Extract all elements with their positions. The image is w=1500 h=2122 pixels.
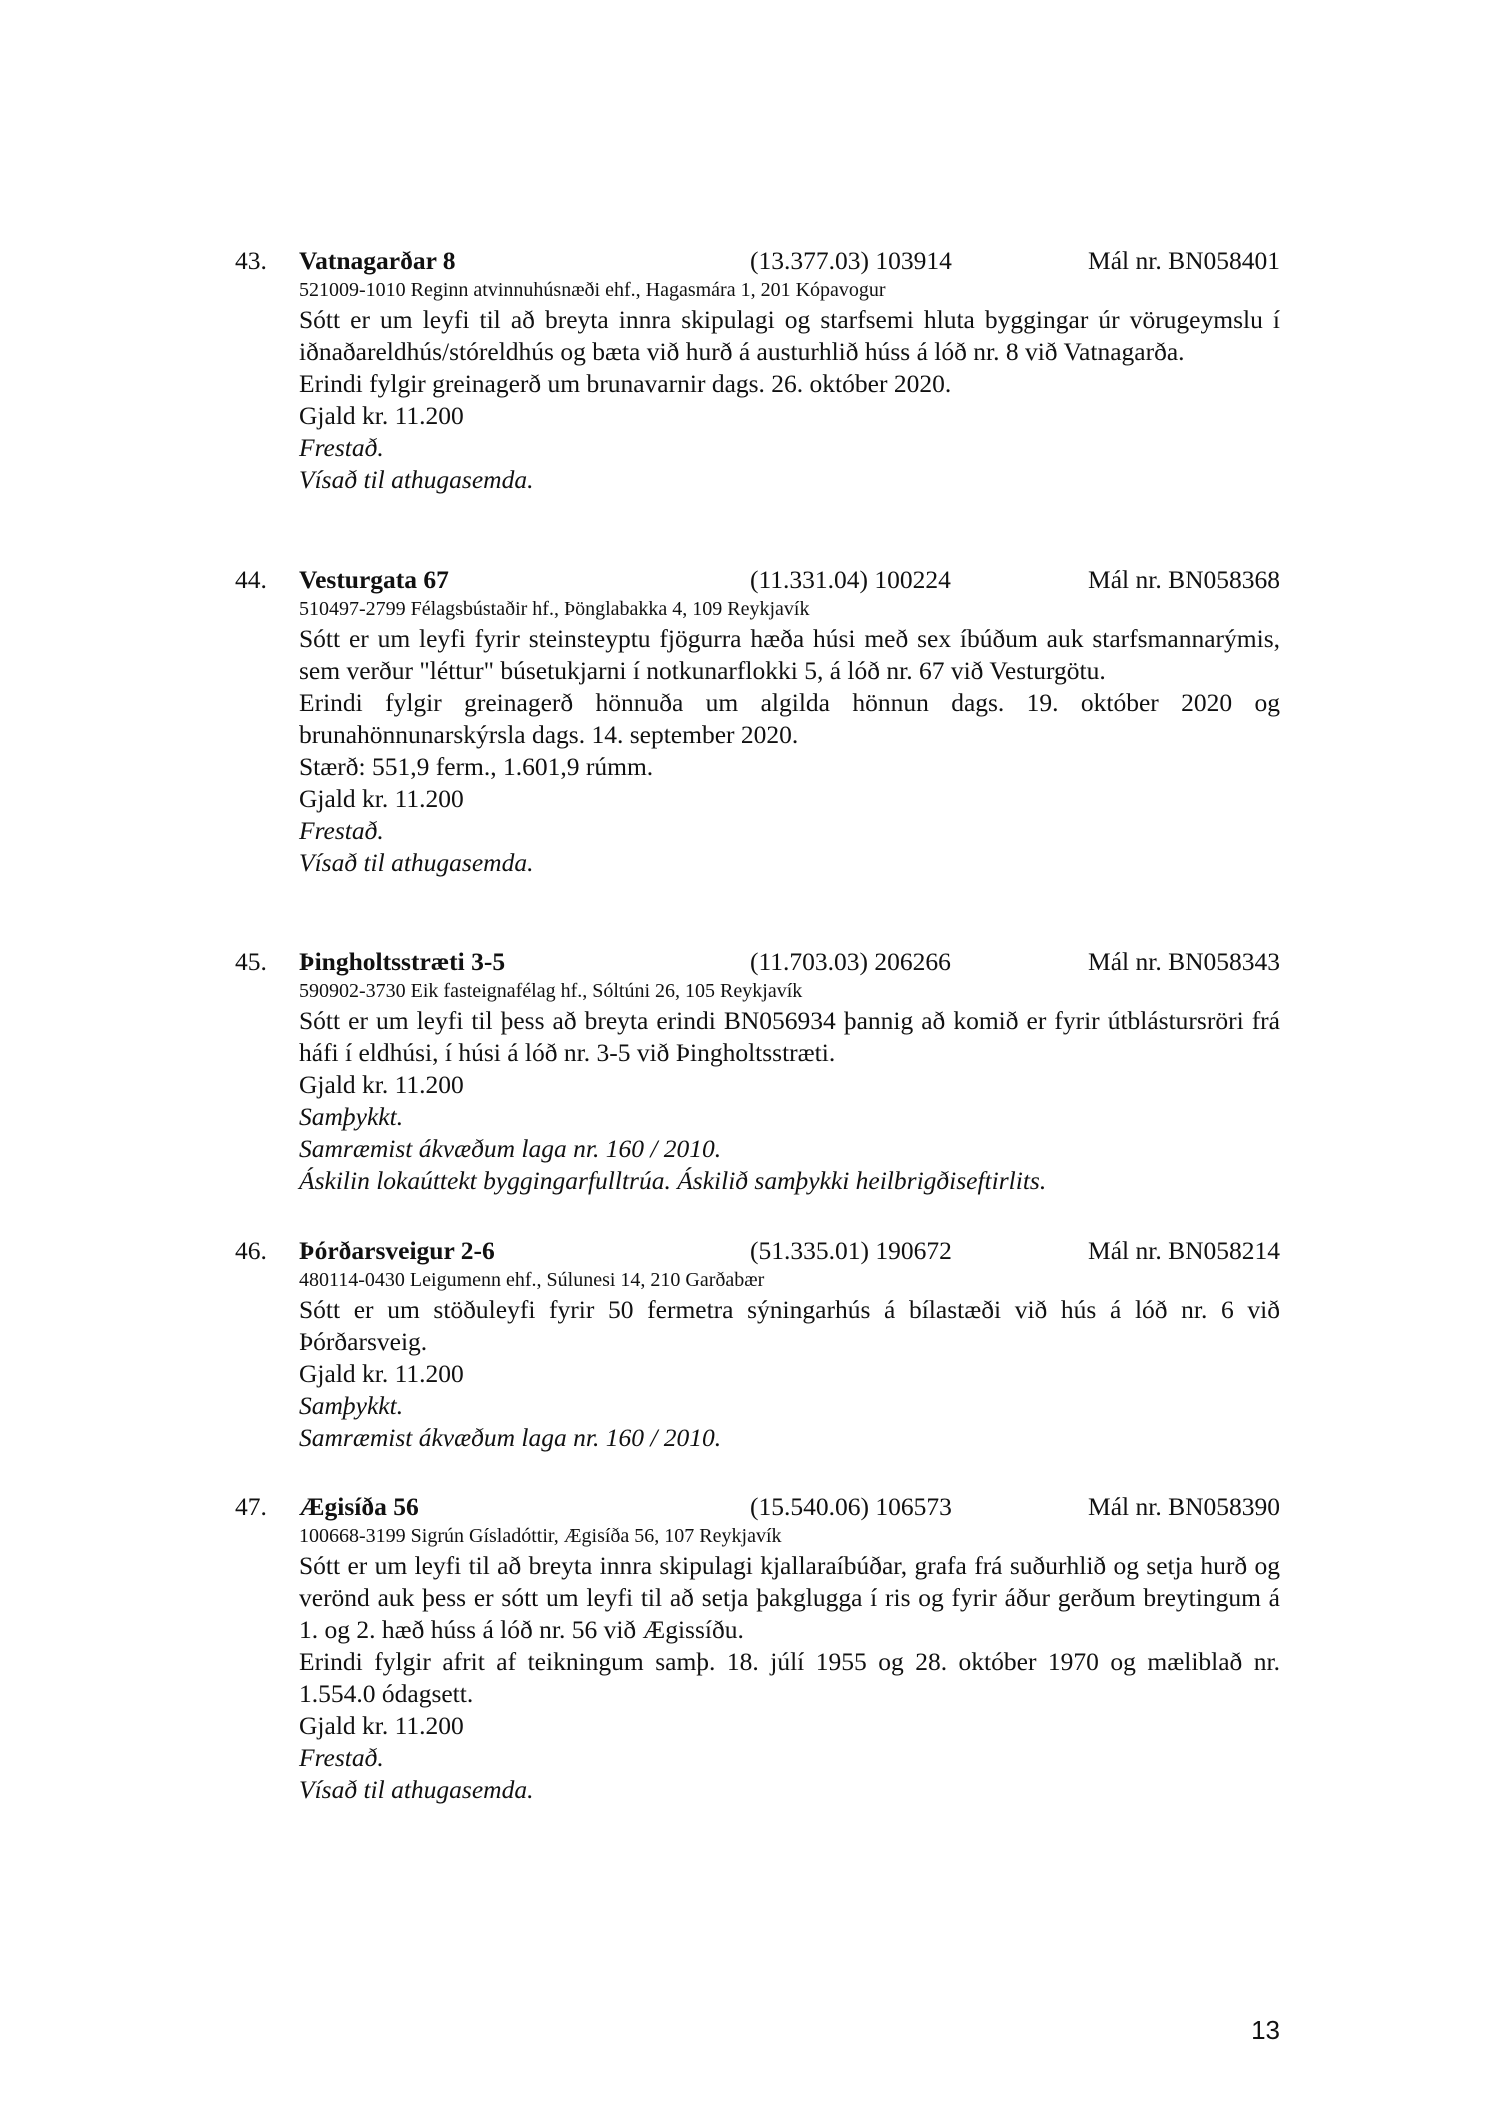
entry-lot-reference: (11.703.03) 206266: [750, 947, 951, 976]
page-number: 13: [1251, 2015, 1280, 2045]
entry-description: Sótt er um stöðuleyfi fyrir 50 fermetra sýningarhús á bílastæði við hús á lóð nr. 6 við Þórðarsveig.: [299, 1295, 1280, 1356]
entry-applicant: 521009-1010 Reginn atvinnuhúsnæði ehf., Hagasmára 1, 201 Kópavogur: [299, 279, 886, 301]
entry-number: 44.: [235, 565, 267, 594]
entry-applicant: 590902-3730 Eik fasteignafélag hf., Sóltúni 26, 105 Reykjavík: [299, 980, 803, 1002]
entry-decision: Vísað til athugasemda.: [299, 1775, 534, 1804]
entry-case-number: Mál nr. BN058214: [1088, 1236, 1280, 1265]
entry-number: 46.: [235, 1236, 267, 1265]
entry-decision: Áskilin lokaúttekt byggingarfulltrúa. Áskilið samþykki heilbrigðiseftirlits.: [299, 1166, 1047, 1195]
case-entry: [235, 563, 1280, 879]
entry-description: Sótt er um leyfi til að breyta innra skipulagi og starfsemi hluta byggingar úr vörugeymslu í iðnaðareldhús/stóreldhús og bæta við hurð á austurhlið húss á lóð nr. 8 við Vatnagarða.: [299, 305, 1280, 366]
entry-body: [299, 1522, 1280, 1806]
entry-decision: Vísað til athugasemda.: [299, 465, 534, 494]
entry-description: Sótt er um leyfi til þess að breyta erindi BN056934 þannig að komið er fyrir útblástursröri frá háfi í eldhúsi, í húsi á lóð nr. 3-5 við Þingholtsstræti.: [299, 1006, 1280, 1067]
entry-header: [235, 945, 1280, 979]
case-entry: [235, 244, 1280, 496]
case-entry: [235, 945, 1280, 1197]
entry-decision: Frestað.: [299, 816, 384, 845]
entry-fee: Gjald kr. 11.200: [299, 1070, 464, 1099]
entry-decision: Vísað til athugasemda.: [299, 848, 534, 877]
case-entry: [235, 1234, 1280, 1454]
entry-decision: Frestað.: [299, 1743, 384, 1772]
entry-header: [235, 1490, 1280, 1524]
entry-address: Vatnagarðar 8: [299, 246, 456, 275]
entry-header: [235, 1234, 1280, 1268]
entry-address: Ægisíða 56: [299, 1492, 419, 1521]
entry-lot-reference: (13.377.03) 103914: [750, 246, 952, 275]
entry-case-number: Mál nr. BN058401: [1088, 246, 1280, 275]
entry-description: Sótt er um leyfi fyrir steinsteyptu fjögurra hæða húsi með sex íbúðum auk starfsmannarýmis, sem verður "léttur" búsetukjarni í notkunarflokki 5, á lóð nr. 67 við Vesturgötu.: [299, 624, 1280, 685]
entry-number: 47.: [235, 1492, 267, 1521]
entry-address: Þórðarsveigur 2-6: [299, 1236, 495, 1265]
entry-decision: Samþykkt.: [299, 1391, 404, 1420]
entry-fee: Gjald kr. 11.200: [299, 1711, 464, 1740]
entry-body: [299, 276, 1280, 496]
entry-fee: Gjald kr. 11.200: [299, 1359, 464, 1388]
entry-address: Vesturgata 67: [299, 565, 449, 594]
entry-lot-reference: (11.331.04) 100224: [750, 565, 951, 594]
entry-header: [235, 244, 1280, 278]
entry-case-number: Mál nr. BN058368: [1088, 565, 1280, 594]
entry-lot-reference: (51.335.01) 190672: [750, 1236, 952, 1265]
entry-decision: Samþykkt.: [299, 1102, 404, 1131]
entry-attachment: Erindi fylgir greinagerð hönnuða um algilda hönnun dags. 19. október 2020 og brunahönnunarskýrsla dags. 14. september 2020.: [299, 688, 1280, 749]
entry-fee: Gjald kr. 11.200: [299, 401, 464, 430]
entry-decision: Samræmist ákvæðum laga nr. 160 / 2010.: [299, 1134, 722, 1163]
entry-body: [299, 595, 1280, 879]
entry-applicant: 510497-2799 Félagsbústaðir hf., Þönglabakka 4, 109 Reykjavík: [299, 598, 810, 620]
entry-number: 43.: [235, 246, 267, 275]
entry-body: [299, 1266, 1280, 1454]
entry-fee: Gjald kr. 11.200: [299, 784, 464, 813]
entry-body: [299, 977, 1280, 1197]
entry-decision: Frestað.: [299, 433, 384, 462]
entry-header: [235, 563, 1280, 597]
entry-size: Stærð: 551,9 ferm., 1.601,9 rúmm.: [299, 752, 654, 781]
case-entry: [235, 1490, 1280, 1806]
entry-applicant: 100668-3199 Sigrún Gísladóttir, Ægisíða 56, 107 Reykjavík: [299, 1525, 782, 1547]
entry-case-number: Mál nr. BN058343: [1088, 947, 1280, 976]
entry-lot-reference: (15.540.06) 106573: [750, 1492, 952, 1521]
entry-address: Þingholtsstræti 3-5: [299, 947, 506, 976]
entry-decision: Samræmist ákvæðum laga nr. 160 / 2010.: [299, 1423, 722, 1452]
entry-number: 45.: [235, 947, 267, 976]
entry-attachment: Erindi fylgir greinagerð um brunavarnir dags. 26. október 2020.: [299, 369, 952, 398]
entry-applicant: 480114-0430 Leigumenn ehf., Súlunesi 14, 210 Garðabær: [299, 1269, 765, 1291]
entry-description: Sótt er um leyfi til að breyta innra skipulagi kjallaraíbúðar, grafa frá suðurhlið og setja hurð og verönd auk þess er sótt um leyfi til að setja þakglugga í ris og fyrir áður gerðum breytingum á 1. og 2. hæð húss á lóð nr. 56 við Ægissíðu.: [299, 1551, 1280, 1644]
entry-case-number: Mál nr. BN058390: [1088, 1492, 1280, 1521]
entry-attachment: Erindi fylgir afrit af teikningum samþ. 18. júlí 1955 og 28. október 1970 og mæliblað nr. 1.554.0 ódagsett.: [299, 1647, 1280, 1708]
